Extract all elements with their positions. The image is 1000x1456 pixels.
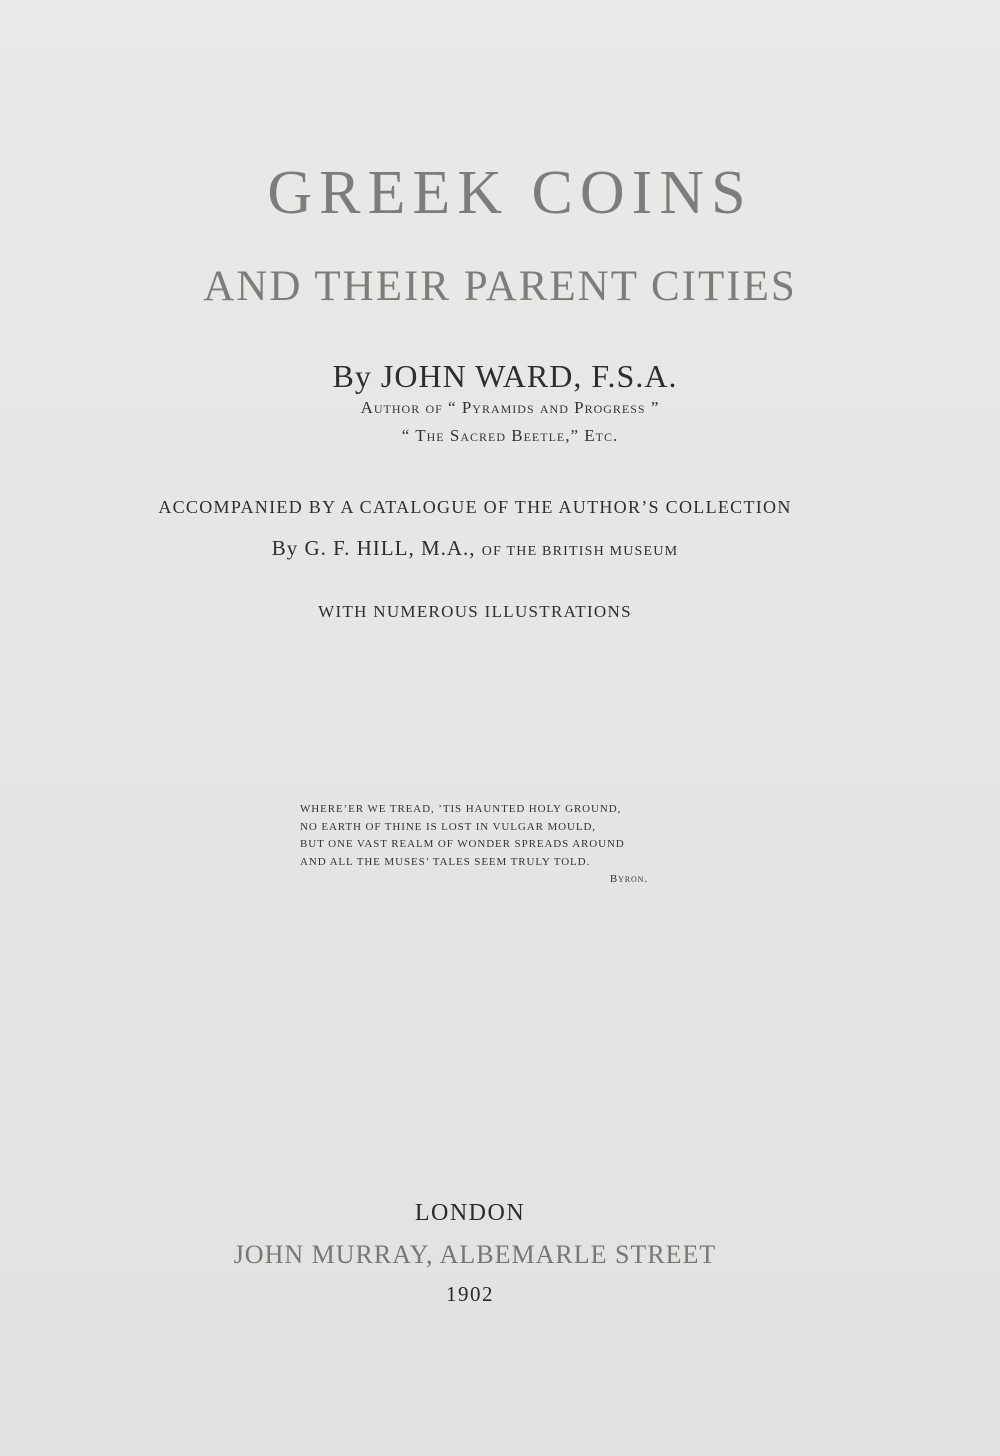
- epigraph-line: AND ALL THE MUSES’ TALES SEEM TRULY TOLD.: [300, 855, 591, 868]
- publication-year: 1902: [446, 1282, 494, 1306]
- book-title: GREEK COINS: [267, 159, 753, 227]
- author-previous-work: Author of “ Pyramids and Progress ”: [360, 398, 660, 417]
- book-subtitle: AND THEIR PARENT CITIES: [203, 263, 797, 310]
- publication-city: LONDON: [414, 1200, 526, 1226]
- catalogue-author-name: By G. F. HILL, M.A.,: [271, 536, 476, 560]
- catalogue-author: [0, 536, 950, 561]
- epigraph-attribution: Byron.: [609, 873, 648, 886]
- epigraph-line: NO EARTH OF THINE IS LOST IN VULGAR MOULD,: [300, 820, 596, 833]
- author-other-work: “ The Sacred Beetle,” Etc.: [401, 426, 619, 445]
- catalogue-author-affiliation: OF THE BRITISH MUSEUM: [481, 544, 679, 559]
- epigraph: [300, 801, 650, 889]
- epigraph-line: WHERE’ER WE TREAD, ’TIS HAUNTED HOLY GROUND,: [300, 803, 622, 815]
- author-byline: By JOHN WARD, F.S.A.: [332, 358, 678, 394]
- illustrations-note: WITH NUMEROUS ILLUSTRATIONS: [318, 602, 632, 621]
- epigraph-line: BUT ONE VAST REALM OF WONDER SPREADS AROUND: [300, 838, 625, 851]
- catalogue-note: ACCOMPANIED BY A CATALOGUE OF THE AUTHOR’S COLLECTION: [158, 497, 792, 517]
- publisher: JOHN MURRAY, ALBEMARLE STREET: [233, 1240, 717, 1269]
